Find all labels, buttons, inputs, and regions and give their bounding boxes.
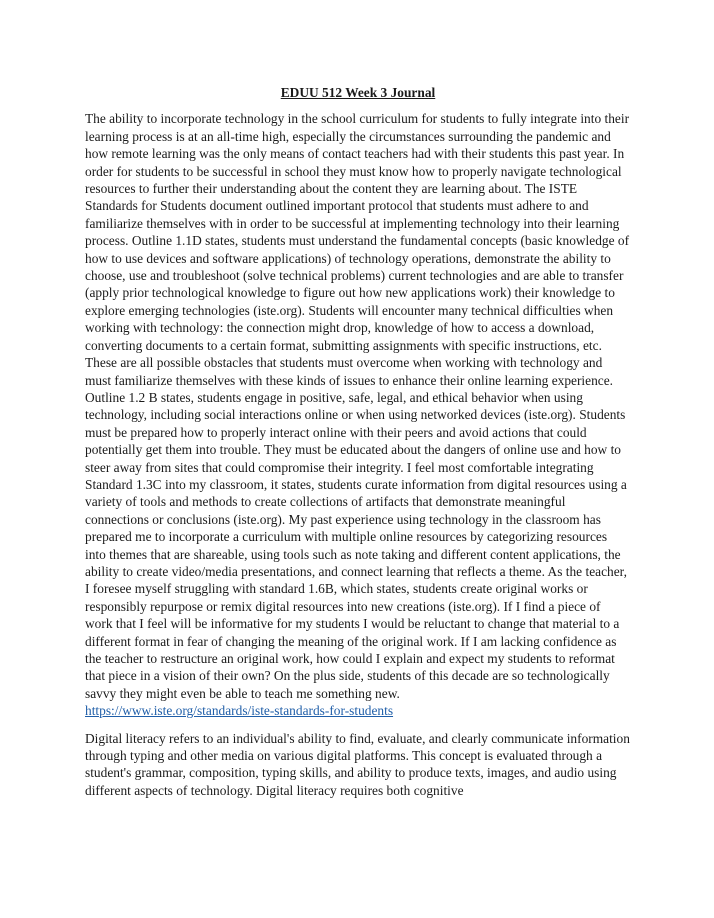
- document-page: [85, 84, 631, 799]
- body-paragraph-iste: The ability to incorporate technology in the school curriculum for students to fully integrate into their learning process is at an all-time high, especially the circumstances surrounding the pandemic and how remote learning was the only means of contact teachers had with their students this past year. In order for students to be successful in school they must know how to properly navigate technological resources to further their understanding about the content they are learning about. The ISTE Standards for Students document outlined important protocol that students must adhere to and familiarize themselves with in order to be successful at implementing technology into their learning process. Outline 1.1D states, students must understand the fundamental concepts (basic knowledge of how to use devices and software applications) of technology operations, demonstrate the ability to choose, use and troubleshoot (solve technical problems) current technologies and are able to transfer (apply prior technological knowledge to figure out how new applications work) their knowledge to explore emerging technologies (iste.org). Students will encounter many technical difficulties when working with technology: the connection might drop, knowledge of how to access a download, converting documents to a certain format, submitting assignments with specific instructions, etc. These are all possible obstacles that students must overcome when working with technology and must familiarize themselves with these kinds of issues to enhance their online learning experience. Outline 1.2 B states, students engage in positive, safe, legal, and ethical behavior when using technology, including social interactions online or when using networked devices (iste.org). Students must be prepared how to properly interact online with their peers and avoid actions that could potentially get them into trouble. They must be educated about the dangers of online use and how to steer away from sites that could compromise their integrity. I feel most comfortable integrating Standard 1.3C into my classroom, it states, students curate information from digital resources using a variety of tools and methods to create collections of artifacts that demonstrate meaningful connections or conclusions (iste.org). My past experience using technology in the classroom has prepared me to incorporate a curriculum with multiple online resources by categorizing resources into themes that are shareable, using tools such as note taking and different content applications, the ability to create video/media presentations, and connect learning that reflects a theme. As the teacher, I foresee myself struggling with standard 1.6B, which states, students create original works or responsibly repurpose or remix digital resources into new creations (iste.org). If I find a piece of work that I feel will be informative for my students I would be reluctant to change that material to a different format in fear of changing the meaning of the original work. If I am lacking confidence as the teacher to restructure an original work, how could I explain and expect my students to reformat that piece in a vision of their own? On the plus side, students of this decade are so technologically savvy they might even be able to teach me something new.: [85, 111, 630, 701]
- iste-standards-link[interactable]: https://www.iste.org/standards/iste-standards-for-students: [85, 703, 394, 719]
- document-title: EDUU 512 Week 3 Journal: [280, 85, 436, 100]
- body-paragraph-digital-literacy: Digital literacy refers to an individual's ability to find, evaluate, and clearly communicate information through typing and other media on various digital platforms. This concept is evaluated through a student's grammar, composition, typing skills, and ability to produce texts, images, and audio using different aspects of technology. Digital literacy requires both cognitive: [85, 730, 630, 798]
